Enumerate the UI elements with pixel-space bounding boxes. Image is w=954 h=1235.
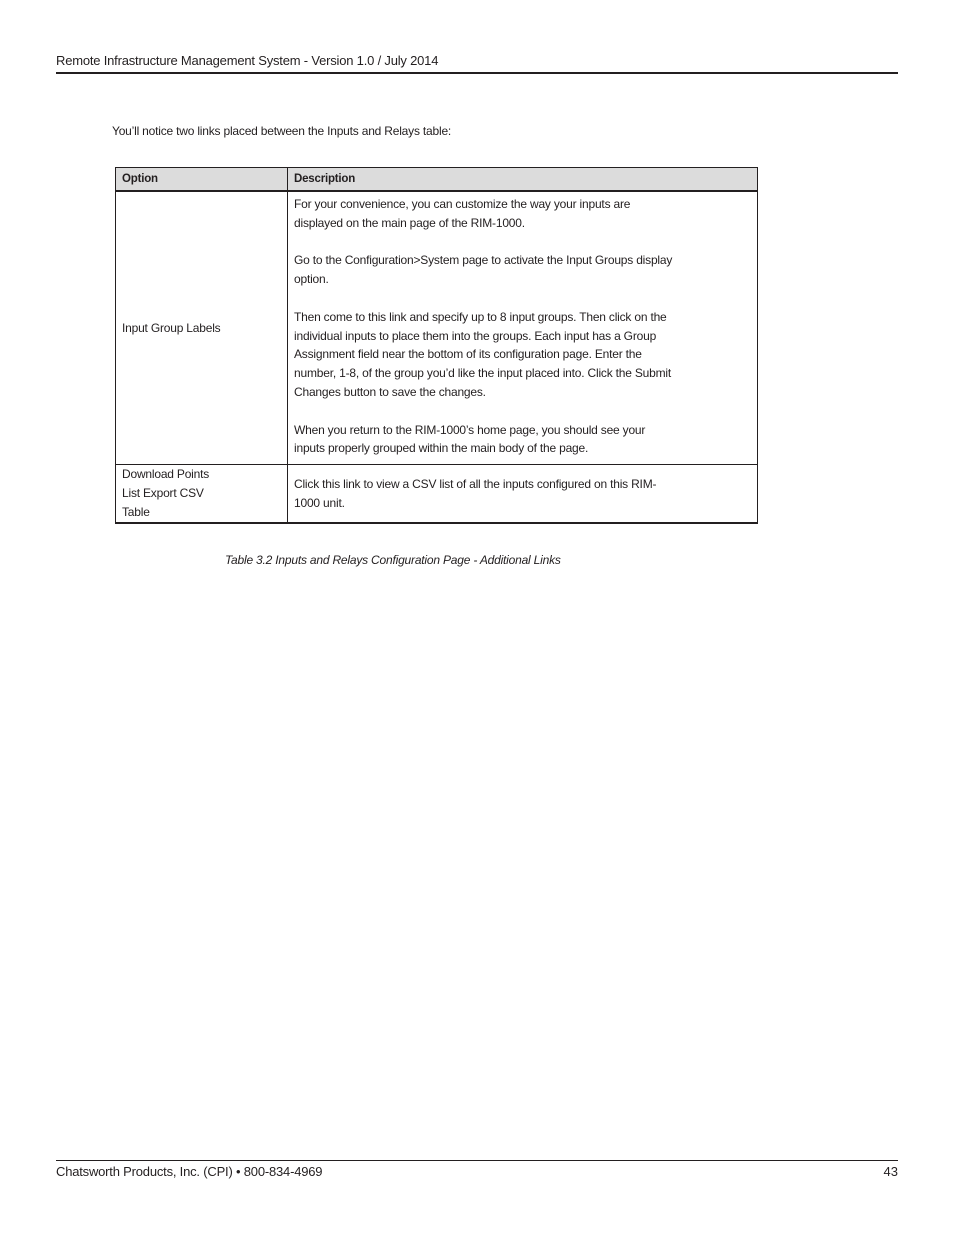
description-paragraph: For your convenience, you can customize the way your inputs are displayed on the main page of the RIM-1000. xyxy=(294,197,631,230)
page-footer xyxy=(56,1160,898,1179)
footer-company: Chatsworth Products, Inc. (CPI) • 800-834-4969 xyxy=(56,1164,323,1179)
description-cell xyxy=(288,191,758,465)
additional-links-table xyxy=(115,167,758,524)
page-header xyxy=(56,52,898,74)
column-header-option: Option xyxy=(116,168,288,192)
description-paragraph: Go to the Configuration>System page to activate the Input Groups display option. xyxy=(294,253,673,287)
table-header-row xyxy=(116,168,758,192)
header-title: Remote Infrastructure Management System - Version 1.0 / July 2014 xyxy=(56,53,439,68)
option-cell: Input Group Labels xyxy=(116,191,288,465)
page-number: 43 xyxy=(883,1164,898,1179)
intro-text: You’ll notice two links placed between the Inputs and Relays table: xyxy=(112,124,452,138)
table-caption: Table 3.2 Inputs and Relays Configuration Page - Additional Links xyxy=(225,553,561,567)
description-paragraph: Then come to this link and specify up to 8 input groups. Then click on the individual inputs to place them into the groups. Each input has a Group Assignment field near the bottom of its configuration page. Enter the number, 1-8, of the group you’d like the input placed into. Click the Submit Changes button to save the changes. xyxy=(294,309,672,399)
table-row xyxy=(116,465,758,524)
table-row xyxy=(116,191,758,465)
description-paragraph: Click this link to view a CSV list of all the inputs configured on this RIM-1000 unit. xyxy=(294,476,657,510)
column-header-description: Description xyxy=(288,168,758,192)
option-cell: Download Points List Export CSV Table xyxy=(116,465,288,524)
description-cell xyxy=(288,465,758,524)
description-paragraph: When you return to the RIM-1000’s home page, you should see your inputs properly grouped within the main body of the page. xyxy=(294,422,646,456)
